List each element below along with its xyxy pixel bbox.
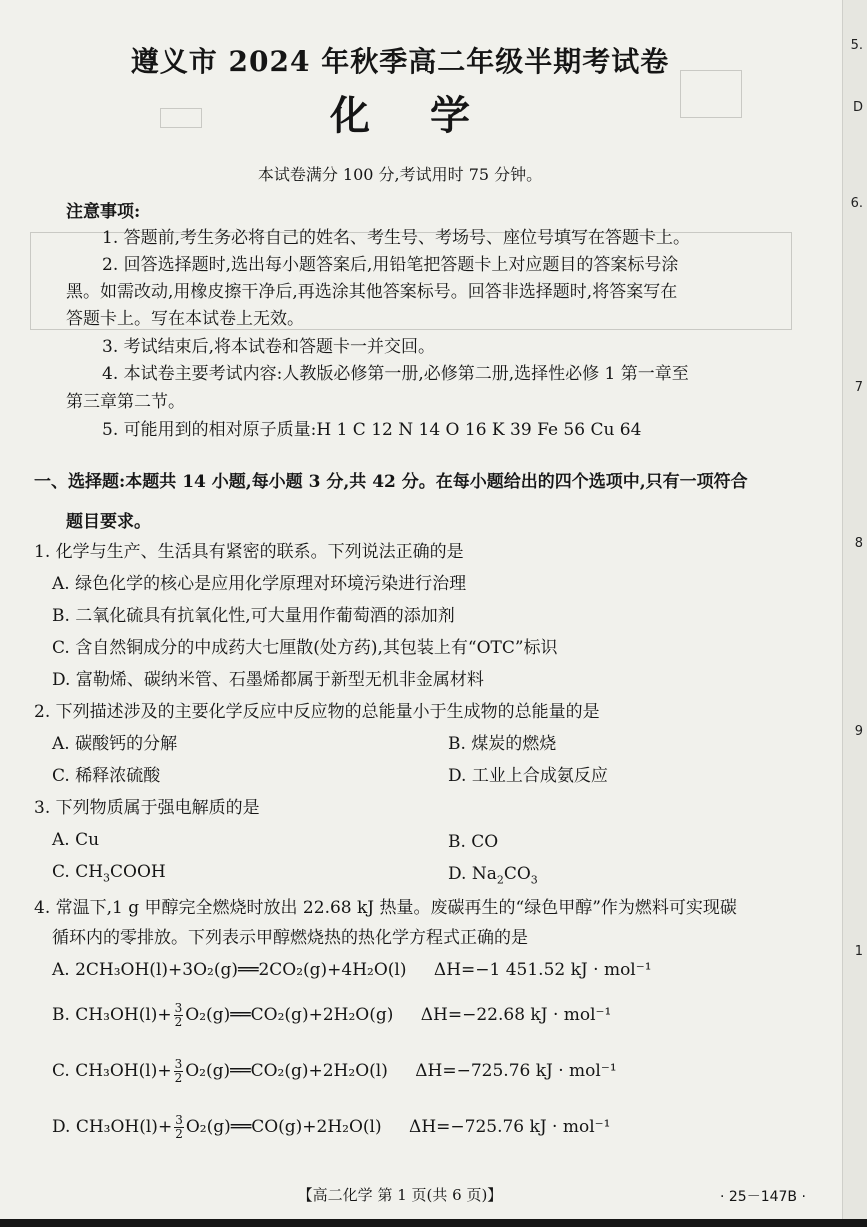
question-2-stem: 2. 下列描述涉及的主要化学反应中反应物的总能量小于生成物的总能量的是 (34, 702, 600, 722)
notice-item: 答题卡上。写在本试卷上无效。 (66, 309, 304, 329)
notice-heading: 注意事项: (66, 202, 141, 222)
exam-code: · 25－147B · (720, 1189, 806, 1205)
question-4-option-c: C. CH₃OH(l)+ $\frac{3}{2}$ O₂(g)══CO₂(g)+2H₂O(l) ΔH=−725.76 kJ · mol⁻¹ (52, 1057, 617, 1085)
question-2-option-b: B. 煤炭的燃烧 (448, 734, 557, 754)
section-heading: 一、选择题:本题共 14 小题,每小题 3 分,共 42 分。在每小题给出的四个选项中,只有一项符合 (34, 472, 748, 492)
question-1-stem: 1. 化学与生产、生活具有紧密的联系。下列说法正确的是 (34, 542, 464, 562)
scan-bottom-edge (0, 1219, 867, 1227)
next-page-edge (842, 0, 867, 1227)
question-1-option-b: B. 二氧化硫具有抗氧化性,可大量用作葡萄酒的添加剂 (52, 606, 455, 626)
question-2-option-a: A. 碳酸钙的分解 (52, 734, 178, 754)
option-a-equation: A. 2CH₃OH(l)+3O₂(g)══2CO₂(g)+4H₂O(l) (52, 960, 407, 980)
question-3-option-c: C. $CH_3COOH$ (52, 862, 166, 885)
subject-title: 化学 (330, 92, 530, 139)
edge-number: 6. (850, 196, 863, 211)
notice-item: 2. 回答选择题时,选出每小题答案后,用铅笔把答题卡上对应题目的答案标号涂 (102, 255, 679, 275)
fraction-three-halves: $\frac{3}{2}$ (174, 1001, 183, 1029)
edge-number: 8 (854, 536, 863, 551)
question-4-stem: 4. 常温下,1 g 甲醇完全燃烧时放出 22.68 kJ 热量。废碳再生的“绿色甲醇”作为燃料可实现碳 (34, 898, 737, 918)
notice-item: 5. 可能用到的相对原子质量:H 1 C 12 N 14 O 16 K 39 Fe 56 Cu 64 (102, 420, 642, 440)
fraction-three-halves: $\frac{3}{2}$ (174, 1057, 183, 1085)
option-d-enthalpy: ΔH=−725.76 kJ · mol⁻¹ (409, 1117, 611, 1137)
page-footer: 【高二化学 第 1 页(共 6 页)】 (297, 1186, 503, 1204)
option-b-enthalpy: ΔH=−22.68 kJ · mol⁻¹ (420, 1005, 612, 1025)
question-4-stem-cont: 循环内的零排放。下列表示甲醇燃烧热的热化学方程式正确的是 (52, 928, 528, 948)
edge-number: 1 (854, 944, 863, 959)
option-a-enthalpy: ΔH=−1 451.52 kJ · mol⁻¹ (433, 960, 652, 980)
question-4-option-d: D. CH₃OH(l)+ $\frac{3}{2}$ O₂(g)══CO(g)+2H₂O(l) ΔH=−725.76 kJ · mol⁻¹ (52, 1113, 611, 1141)
fraction-three-halves: $\frac{3}{2}$ (175, 1113, 183, 1141)
question-3-option-a: A. Cu (52, 830, 100, 850)
edge-number: D (852, 100, 863, 115)
question-3-stem: 3. 下列物质属于强电解质的是 (34, 798, 260, 818)
question-4-option-a (52, 958, 652, 982)
edge-number: 9 (854, 724, 863, 739)
notice-item: 黑。如需改动,用橡皮擦干净后,再选涂其他答案标号。回答非选择题时,将答案写在 (66, 282, 678, 302)
question-2-option-c: C. 稀释浓硫酸 (52, 766, 161, 786)
question-1-option-d: D. 富勒烯、碳纳米管、石墨烯都属于新型无机非金属材料 (52, 670, 484, 690)
question-4-option-b: B. CH₃OH(l)+ $\frac{3}{2}$ O₂(g)══CO₂(g)+2H₂O(g) ΔH=−22.68 kJ · mol⁻¹ (52, 1001, 612, 1029)
notice-item: 1. 答题前,考生务必将自己的姓名、考生号、考场号、座位号填写在答题卡上。 (102, 228, 691, 248)
question-1-option-c: C. 含自然铜成分的中成药大七厘散(处方药),其包装上有“OTC”标识 (52, 638, 558, 658)
score-info: 本试卷满分 100 分,考试用时 75 分钟。 (257, 165, 543, 184)
notice-item: 3. 考试结束后,将本试卷和答题卡一并交回。 (102, 337, 436, 357)
exam-title: 遵义市 2024 年秋季高二年级半期考试卷 (130, 45, 670, 78)
question-2-option-d: D. 工业上合成氨反应 (448, 766, 608, 786)
edge-number: 7 (854, 380, 863, 395)
edge-number: 5. (850, 38, 863, 53)
notice-item: 4. 本试卷主要考试内容:人教版必修第一册,必修第二册,选择性必修 1 第一章至 (102, 364, 689, 384)
notice-item: 第三章第二节。 (66, 392, 185, 412)
question-1-option-a: A. 绿色化学的核心是应用化学原理对环境污染进行治理 (52, 574, 467, 594)
section-heading-cont: 题目要求。 (66, 512, 151, 532)
option-c-enthalpy: ΔH=−725.76 kJ · mol⁻¹ (415, 1061, 617, 1081)
question-3-option-d: D. $Na_2CO_3$ (448, 864, 538, 887)
question-3-option-b: B. CO (448, 832, 499, 852)
